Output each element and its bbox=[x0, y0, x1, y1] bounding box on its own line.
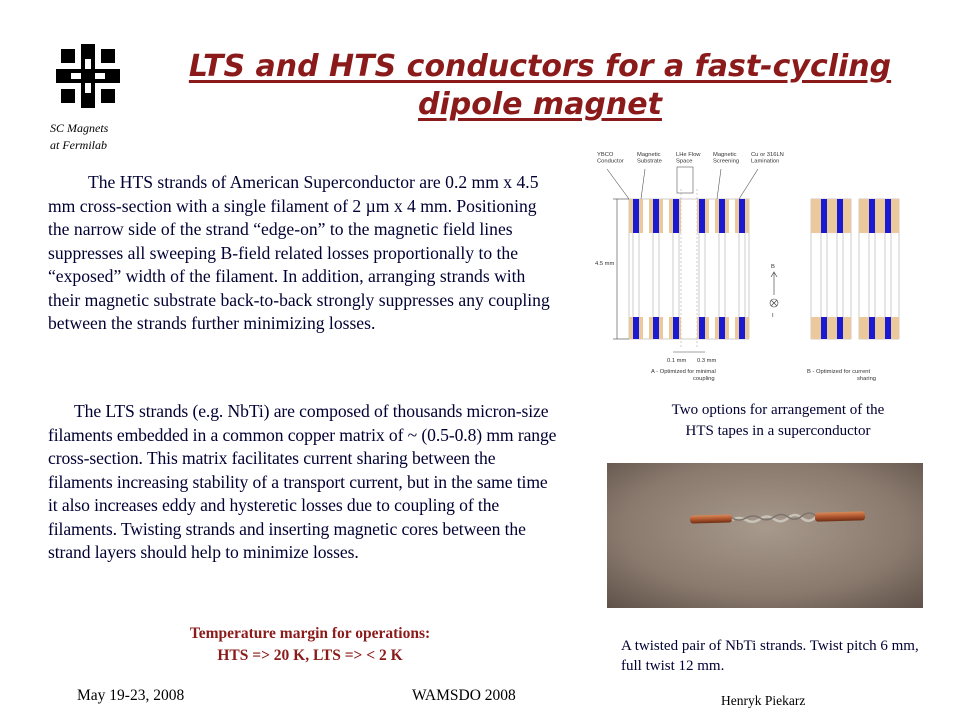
label-option-a: A - Optimized for minimal coupling bbox=[651, 369, 716, 382]
title-line-1: LTS and HTS conductors for a fast-cycling bbox=[188, 49, 892, 84]
page-title bbox=[170, 48, 910, 124]
lts-paragraph: The LTS strands (e.g. NbTi) are composed of thousands micron-size filaments embedded in a common copper matrix of ~ (0.5-0.8) mm range cross-section. This matrix facilitates current sharing between the filaments increasing stability of a transport current, but in the same time it also increases eddy and hysteretic losses due to coupling of the filaments. Twisting strands and inserting magnetic cores between the strand layers should help to minimize losses. bbox=[48, 401, 557, 562]
margin-heading: Temperature margin for operations: bbox=[189, 625, 431, 642]
label-height: 4.5 mm bbox=[595, 261, 615, 267]
org-line-2: at Fermilab bbox=[50, 138, 107, 152]
label-current: I bbox=[772, 313, 774, 319]
footer-conference: WAMSDO 2008 bbox=[412, 687, 516, 704]
nbti-twisted-pair-photo bbox=[607, 463, 923, 608]
org-line-1: SC Magnets bbox=[50, 121, 109, 135]
photo-caption: A twisted pair of NbTi strands. Twist pitch 6 mm, full twist 12 mm. bbox=[621, 638, 919, 674]
title-line-2: dipole magnet bbox=[418, 87, 662, 122]
label-ybco: YBCO Conductor bbox=[597, 152, 624, 165]
temperature-margin-note bbox=[110, 623, 510, 667]
label-b-field: B bbox=[771, 264, 775, 270]
footer-date: May 19-23, 2008 bbox=[77, 687, 185, 704]
label-gap-2: 0.3 mm bbox=[697, 358, 717, 364]
hts-arrangement-diagram bbox=[593, 147, 923, 387]
label-lhe: LHe Flow Space bbox=[676, 152, 701, 165]
label-lamination: Cu or 316LN Lamination bbox=[751, 152, 784, 165]
label-gap-1: 0.1 mm bbox=[667, 358, 687, 364]
footer-author: Henryk Piekarz bbox=[721, 693, 806, 708]
fermilab-logo-icon bbox=[52, 40, 124, 112]
diagram-caption-line-2: HTS tapes in a superconductor bbox=[685, 423, 871, 439]
label-screening: Magnetic Screening bbox=[713, 152, 740, 165]
margin-values: HTS => 20 K, LTS => < 2 K bbox=[217, 647, 403, 664]
label-option-b: B - Optimized for current sharing bbox=[807, 369, 877, 382]
label-substrate: Magnetic Substrate bbox=[637, 152, 662, 165]
diagram-caption-line-1: Two options for arrangement of the bbox=[671, 402, 885, 418]
organization-label bbox=[50, 120, 108, 154]
hts-paragraph: The HTS strands of American Superconductor are 0.2 mm x 4.5 mm cross-section with a single filament of 2 µm x 4 mm. Positioning the narrow side of the strand “edge-on” to the magnetic field lines suppresses all sweeping B-field related losses proportionally to the “exposed” width of the filament. In addition, arranging strands with their magnetic substrate back-to-back strongly suppresses any coupling between the strands further minimizing losses. bbox=[48, 172, 550, 333]
diagram-caption bbox=[620, 400, 936, 442]
